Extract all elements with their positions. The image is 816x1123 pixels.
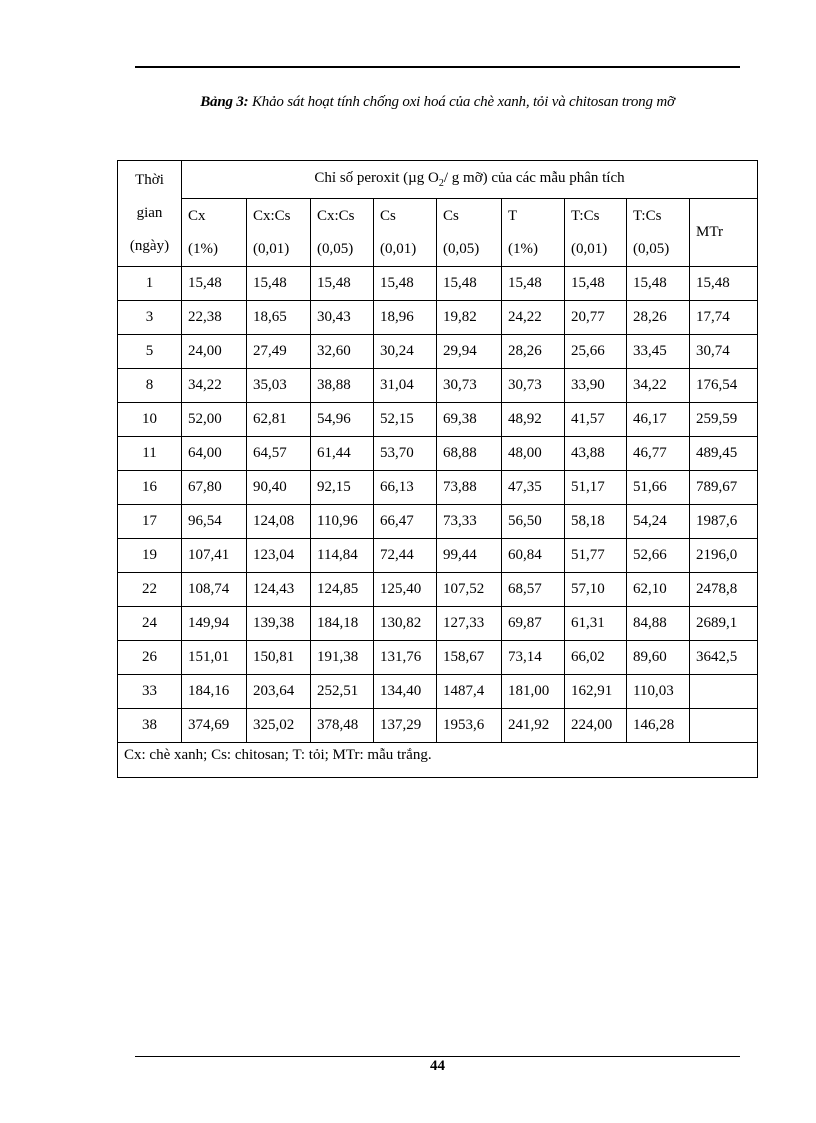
- value-cell: 24,22: [502, 301, 565, 335]
- day-cell: 24: [118, 607, 182, 641]
- value-cell: 20,77: [565, 301, 627, 335]
- value-cell: 15,48: [247, 267, 311, 301]
- value-cell: 252,51: [311, 675, 374, 709]
- table-row: [118, 607, 758, 641]
- value-cell: 15,48: [502, 267, 565, 301]
- value-cell: 32,60: [311, 335, 374, 369]
- table-note: Cx: chè xanh; Cs: chitosan; T: tỏi; MTr: mẫu trắng.: [118, 743, 758, 778]
- value-cell: 34,22: [627, 369, 690, 403]
- value-cell: 134,40: [374, 675, 437, 709]
- value-cell: 2478,8: [690, 573, 758, 607]
- value-cell: 158,67: [437, 641, 502, 675]
- value-cell: 110,96: [311, 505, 374, 539]
- value-cell: 150,81: [247, 641, 311, 675]
- value-cell: 151,01: [182, 641, 247, 675]
- caption-label: Bảng 3:: [200, 94, 249, 110]
- value-cell: 203,64: [247, 675, 311, 709]
- day-cell: 11: [118, 437, 182, 471]
- table-row: [118, 335, 758, 369]
- value-cell: 66,47: [374, 505, 437, 539]
- day-cell: 5: [118, 335, 182, 369]
- value-cell: 224,00: [565, 709, 627, 743]
- value-cell: 27,49: [247, 335, 311, 369]
- value-cell: 68,88: [437, 437, 502, 471]
- value-cell: 181,00: [502, 675, 565, 709]
- day-cell: 17: [118, 505, 182, 539]
- value-cell: 68,57: [502, 573, 565, 607]
- column-header: Cx (1%): [182, 199, 247, 267]
- value-cell: 259,59: [690, 403, 758, 437]
- group-header: Chỉ số peroxit (µg $O_2/$ g mỡ) của các mẫu phân tích: [182, 161, 758, 199]
- value-cell: 73,33: [437, 505, 502, 539]
- day-cell: 8: [118, 369, 182, 403]
- value-cell: 374,69: [182, 709, 247, 743]
- value-cell: 61,31: [565, 607, 627, 641]
- value-cell: 127,33: [437, 607, 502, 641]
- value-cell: 124,43: [247, 573, 311, 607]
- value-cell: 64,00: [182, 437, 247, 471]
- value-cell: 41,57: [565, 403, 627, 437]
- column-header: MTr: [690, 199, 758, 267]
- value-cell: 17,74: [690, 301, 758, 335]
- value-cell: 53,70: [374, 437, 437, 471]
- value-cell: 114,84: [311, 539, 374, 573]
- value-cell: 38,88: [311, 369, 374, 403]
- value-cell: 489,45: [690, 437, 758, 471]
- value-cell: 191,38: [311, 641, 374, 675]
- value-cell: 2689,1: [690, 607, 758, 641]
- table-row: [118, 709, 758, 743]
- table-row: [118, 505, 758, 539]
- value-cell: 66,02: [565, 641, 627, 675]
- day-cell: 26: [118, 641, 182, 675]
- value-cell: 33,90: [565, 369, 627, 403]
- value-cell: 52,00: [182, 403, 247, 437]
- table-row: [118, 437, 758, 471]
- value-cell: 51,77: [565, 539, 627, 573]
- value-cell: 789,67: [690, 471, 758, 505]
- value-cell: 146,28: [627, 709, 690, 743]
- value-cell: 56,50: [502, 505, 565, 539]
- day-cell: 19: [118, 539, 182, 573]
- day-cell: 33: [118, 675, 182, 709]
- value-cell: 29,94: [437, 335, 502, 369]
- value-cell: 73,88: [437, 471, 502, 505]
- table-row: [118, 675, 758, 709]
- value-cell: 30,43: [311, 301, 374, 335]
- value-cell: 89,60: [627, 641, 690, 675]
- value-cell: 66,13: [374, 471, 437, 505]
- page-number: 44: [430, 1058, 445, 1074]
- value-cell: 15,48: [374, 267, 437, 301]
- value-cell: 46,17: [627, 403, 690, 437]
- value-cell: 325,02: [247, 709, 311, 743]
- table-row: [118, 267, 758, 301]
- value-cell: 110,03: [627, 675, 690, 709]
- value-cell: [690, 675, 758, 709]
- value-cell: 22,38: [182, 301, 247, 335]
- header-rule: [135, 66, 740, 68]
- table-row: [118, 301, 758, 335]
- value-cell: 31,04: [374, 369, 437, 403]
- value-cell: 18,96: [374, 301, 437, 335]
- value-cell: 43,88: [565, 437, 627, 471]
- value-cell: 35,03: [247, 369, 311, 403]
- footer-rule: [135, 1056, 740, 1057]
- time-header: Thời gian (ngày): [118, 161, 182, 267]
- value-cell: 51,17: [565, 471, 627, 505]
- table-row: [118, 369, 758, 403]
- value-cell: 92,15: [311, 471, 374, 505]
- value-cell: 64,57: [247, 437, 311, 471]
- value-cell: 15,48: [182, 267, 247, 301]
- day-cell: 10: [118, 403, 182, 437]
- column-header: Cx:Cs (0,05): [311, 199, 374, 267]
- value-cell: [690, 709, 758, 743]
- value-cell: 184,16: [182, 675, 247, 709]
- value-cell: 19,82: [437, 301, 502, 335]
- value-cell: 34,22: [182, 369, 247, 403]
- value-cell: 69,87: [502, 607, 565, 641]
- value-cell: 131,76: [374, 641, 437, 675]
- value-cell: 124,08: [247, 505, 311, 539]
- caption-text: Khảo sát hoạt tính chống oxi hoá của chè xanh, tỏi và chitosan trong mỡ: [248, 94, 675, 110]
- value-cell: 18,65: [247, 301, 311, 335]
- value-cell: 57,10: [565, 573, 627, 607]
- value-cell: 1487,4: [437, 675, 502, 709]
- value-cell: 51,66: [627, 471, 690, 505]
- value-cell: 1953,6: [437, 709, 502, 743]
- value-cell: 30,74: [690, 335, 758, 369]
- value-cell: 47,35: [502, 471, 565, 505]
- value-cell: 96,54: [182, 505, 247, 539]
- value-cell: 139,38: [247, 607, 311, 641]
- value-cell: 30,73: [502, 369, 565, 403]
- value-cell: 30,24: [374, 335, 437, 369]
- value-cell: 107,52: [437, 573, 502, 607]
- value-cell: 184,18: [311, 607, 374, 641]
- value-cell: 52,66: [627, 539, 690, 573]
- value-cell: 3642,5: [690, 641, 758, 675]
- value-cell: 90,40: [247, 471, 311, 505]
- peroxide-table: [117, 160, 758, 778]
- value-cell: 60,84: [502, 539, 565, 573]
- table-row: [118, 539, 758, 573]
- value-cell: 30,73: [437, 369, 502, 403]
- value-cell: 107,41: [182, 539, 247, 573]
- value-cell: 73,14: [502, 641, 565, 675]
- column-header: Cx:Cs (0,01): [247, 199, 311, 267]
- column-header: T (1%): [502, 199, 565, 267]
- value-cell: 58,18: [565, 505, 627, 539]
- value-cell: 124,85: [311, 573, 374, 607]
- value-cell: 108,74: [182, 573, 247, 607]
- table-caption: [135, 94, 740, 111]
- value-cell: 67,80: [182, 471, 247, 505]
- value-cell: 162,91: [565, 675, 627, 709]
- table-row: [118, 471, 758, 505]
- value-cell: 125,40: [374, 573, 437, 607]
- value-cell: 149,94: [182, 607, 247, 641]
- value-cell: 62,10: [627, 573, 690, 607]
- value-cell: 130,82: [374, 607, 437, 641]
- value-cell: 15,48: [627, 267, 690, 301]
- value-cell: 15,48: [565, 267, 627, 301]
- day-cell: 3: [118, 301, 182, 335]
- value-cell: 15,48: [690, 267, 758, 301]
- value-cell: 72,44: [374, 539, 437, 573]
- value-cell: 61,44: [311, 437, 374, 471]
- value-cell: 33,45: [627, 335, 690, 369]
- column-header: Cs (0,05): [437, 199, 502, 267]
- value-cell: 52,15: [374, 403, 437, 437]
- value-cell: 28,26: [627, 301, 690, 335]
- value-cell: 54,24: [627, 505, 690, 539]
- value-cell: 2196,0: [690, 539, 758, 573]
- value-cell: 1987,6: [690, 505, 758, 539]
- value-cell: 48,00: [502, 437, 565, 471]
- column-header: T:Cs (0,01): [565, 199, 627, 267]
- value-cell: 84,88: [627, 607, 690, 641]
- value-cell: 54,96: [311, 403, 374, 437]
- value-cell: 25,66: [565, 335, 627, 369]
- value-cell: 176,54: [690, 369, 758, 403]
- day-cell: 16: [118, 471, 182, 505]
- column-header: Cs (0,01): [374, 199, 437, 267]
- table-row: [118, 573, 758, 607]
- day-cell: 38: [118, 709, 182, 743]
- table-row: [118, 403, 758, 437]
- value-cell: 123,04: [247, 539, 311, 573]
- value-cell: 69,38: [437, 403, 502, 437]
- value-cell: 28,26: [502, 335, 565, 369]
- value-cell: 378,48: [311, 709, 374, 743]
- value-cell: 241,92: [502, 709, 565, 743]
- value-cell: 48,92: [502, 403, 565, 437]
- day-cell: 1: [118, 267, 182, 301]
- value-cell: 46,77: [627, 437, 690, 471]
- value-cell: 24,00: [182, 335, 247, 369]
- table-row: [118, 641, 758, 675]
- value-cell: 99,44: [437, 539, 502, 573]
- column-header: T:Cs (0,05): [627, 199, 690, 267]
- value-cell: 15,48: [311, 267, 374, 301]
- value-cell: 62,81: [247, 403, 311, 437]
- value-cell: 137,29: [374, 709, 437, 743]
- day-cell: 22: [118, 573, 182, 607]
- value-cell: 15,48: [437, 267, 502, 301]
